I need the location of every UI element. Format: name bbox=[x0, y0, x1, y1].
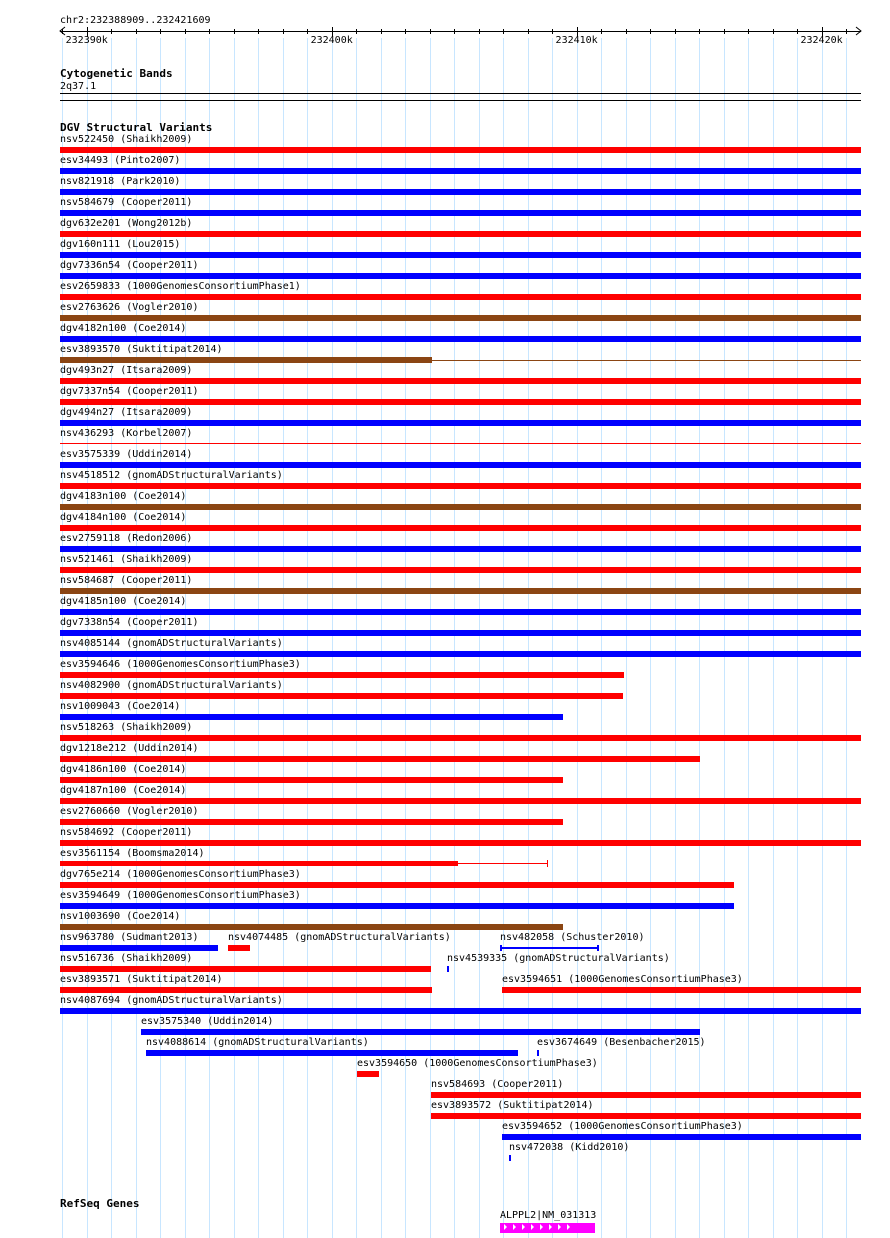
dgv-feature-bar[interactable] bbox=[60, 777, 563, 783]
dgv-feature-bar[interactable] bbox=[502, 987, 861, 993]
dgv-feature-bar[interactable] bbox=[60, 672, 624, 678]
dgv-feature-label[interactable]: dgv7338n54 (Cooper2011) bbox=[60, 617, 199, 628]
dgv-feature-label[interactable]: nsv516736 (Shaikh2009) bbox=[60, 953, 193, 964]
dgv-feature-label[interactable]: esv3594646 (1000GenomesConsortiumPhase3) bbox=[60, 659, 301, 670]
dgv-feature-label[interactable]: nsv1003690 (Coe2014) bbox=[60, 911, 181, 922]
dgv-feature-label[interactable]: esv3575339 (Uddin2014) bbox=[60, 449, 193, 460]
ruler-right-arrow bbox=[856, 27, 861, 35]
dgv-feature-bar[interactable] bbox=[60, 987, 432, 993]
dgv-feature-bar[interactable] bbox=[60, 924, 563, 930]
dgv-feature-bar[interactable] bbox=[60, 252, 861, 258]
dgv-feature-bar[interactable] bbox=[60, 546, 861, 552]
strand-arrow-icon bbox=[567, 1224, 570, 1230]
strand-arrow-icon bbox=[522, 1224, 525, 1230]
dgv-feature-bar[interactable] bbox=[60, 336, 861, 342]
dgv-feature-label[interactable]: esv3594651 (1000GenomesConsortiumPhase3) bbox=[502, 974, 743, 985]
dgv-feature-bar[interactable] bbox=[60, 399, 861, 405]
dgv-feature-bar[interactable] bbox=[60, 189, 861, 195]
dgv-feature-bar[interactable] bbox=[60, 819, 563, 825]
dgv-feature-label[interactable]: nsv584687 (Cooper2011) bbox=[60, 575, 193, 586]
dgv-feature-bar[interactable] bbox=[60, 903, 734, 909]
dgv-feature-bar[interactable] bbox=[228, 945, 250, 951]
dgv-feature-bar[interactable] bbox=[60, 714, 563, 720]
dgv-feature-label[interactable]: nsv963780 (Sudmant2013) bbox=[60, 932, 199, 943]
dgv-feature-label[interactable]: esv3893571 (Suktitipat2014) bbox=[60, 974, 223, 985]
dgv-feature-bar[interactable] bbox=[60, 231, 861, 237]
dgv-feature-tail-cap bbox=[547, 860, 548, 867]
dgv-feature-bar[interactable] bbox=[60, 882, 734, 888]
track-separator bbox=[60, 100, 861, 101]
dgv-feature-label[interactable]: nsv472038 (Kidd2010) bbox=[509, 1142, 630, 1153]
dgv-feature-bar[interactable] bbox=[431, 1113, 861, 1119]
refseq-gene-label[interactable]: ALPPL2|NM_031313 bbox=[500, 1210, 597, 1221]
dgv-feature-bar[interactable] bbox=[60, 1008, 861, 1014]
dgv-feature-bar[interactable] bbox=[537, 1050, 539, 1056]
dgv-feature-label[interactable]: dgv4183n100 (Coe2014) bbox=[60, 491, 187, 502]
dgv-feature-label[interactable]: nsv584693 (Cooper2011) bbox=[431, 1079, 564, 1090]
dgv-feature-label[interactable]: nsv821918 (Park2010) bbox=[60, 176, 181, 187]
strand-arrow-icon bbox=[540, 1224, 543, 1230]
dgv-feature-bar[interactable] bbox=[60, 567, 861, 573]
refseq-track-title: RefSeq Genes bbox=[60, 1197, 140, 1210]
dgv-feature-label[interactable]: dgv4184n100 (Coe2014) bbox=[60, 512, 187, 523]
dgv-feature-bar[interactable] bbox=[357, 1071, 379, 1077]
dgv-feature-label[interactable]: dgv7336n54 (Cooper2011) bbox=[60, 260, 199, 271]
dgv-feature-label[interactable]: nsv436293 (Korbel2007) bbox=[60, 428, 193, 439]
ruler bbox=[0, 25, 890, 47]
dgv-feature-bar[interactable] bbox=[146, 1050, 518, 1056]
dgv-feature-bar[interactable] bbox=[431, 1092, 861, 1098]
ruler-tick-label: 232390k bbox=[65, 35, 108, 46]
dgv-feature-label[interactable]: dgv493n27 (Itsara2009) bbox=[60, 365, 193, 376]
dgv-feature-label[interactable]: esv3893572 (Suktitipat2014) bbox=[431, 1100, 594, 1111]
dgv-feature-bar[interactable] bbox=[60, 630, 861, 636]
dgv-feature-label[interactable]: nsv4518512 (gnomADStructuralVariants) bbox=[60, 470, 283, 481]
ruler-tick-label: 232420k bbox=[800, 35, 843, 46]
dgv-feature-label[interactable]: nsv4082900 (gnomADStructuralVariants) bbox=[60, 680, 283, 691]
dgv-feature-label[interactable]: nsv4074485 (gnomADStructuralVariants) bbox=[228, 932, 451, 943]
dgv-track-title: DGV Structural Variants bbox=[60, 121, 213, 134]
dgv-feature-label[interactable]: esv3594649 (1000GenomesConsortiumPhase3) bbox=[60, 890, 301, 901]
dgv-feature-bar[interactable] bbox=[60, 420, 861, 426]
dgv-feature-bar[interactable] bbox=[60, 504, 861, 510]
dgv-feature-bar[interactable] bbox=[60, 651, 861, 657]
dgv-feature-bar[interactable] bbox=[509, 1155, 511, 1161]
dgv-feature-label[interactable]: esv3674649 (Besenbacher2015) bbox=[537, 1037, 706, 1048]
dgv-feature-bar[interactable] bbox=[60, 294, 861, 300]
dgv-feature-bar[interactable] bbox=[60, 588, 861, 594]
dgv-feature-bar[interactable] bbox=[60, 756, 700, 762]
dgv-feature-label[interactable]: esv3594652 (1000GenomesConsortiumPhase3) bbox=[502, 1121, 743, 1132]
ruler-tick-label: 232410k bbox=[555, 35, 598, 46]
region-label: chr2:232388909..232421609 bbox=[60, 15, 211, 26]
dgv-feature-label[interactable]: nsv4539335 (gnomADStructuralVariants) bbox=[447, 953, 670, 964]
dgv-feature-bar[interactable] bbox=[60, 693, 623, 699]
dgv-feature-bar[interactable] bbox=[60, 798, 861, 804]
strand-arrow-icon bbox=[504, 1224, 507, 1230]
refseq-gene-model[interactable] bbox=[500, 1223, 595, 1233]
dgv-feature-bar[interactable] bbox=[60, 483, 861, 489]
dgv-feature-label[interactable]: esv34493 (Pinto2007) bbox=[60, 155, 181, 166]
dgv-feature-bar[interactable] bbox=[502, 1134, 861, 1140]
dgv-feature-label[interactable]: dgv160n111 (Lou2015) bbox=[60, 239, 181, 250]
dgv-feature-bar[interactable] bbox=[447, 966, 449, 972]
dgv-feature-label[interactable]: dgv494n27 (Itsara2009) bbox=[60, 407, 193, 418]
dgv-feature-label[interactable]: dgv4187n100 (Coe2014) bbox=[60, 785, 187, 796]
dgv-feature-label[interactable]: dgv4182n100 (Coe2014) bbox=[60, 323, 187, 334]
dgv-feature-bar[interactable] bbox=[60, 966, 431, 972]
dgv-feature-label[interactable]: nsv482058 (Schuster2010) bbox=[500, 932, 645, 943]
dgv-feature-bar[interactable] bbox=[60, 210, 861, 216]
cytoband-bar[interactable] bbox=[60, 93, 861, 94]
dgv-feature-label[interactable]: nsv4088614 (gnomADStructuralVariants) bbox=[146, 1037, 369, 1048]
dgv-feature-bar[interactable] bbox=[60, 861, 458, 866]
dgv-feature-label[interactable]: esv2760660 (Vogler2010) bbox=[60, 806, 199, 817]
ruler-tick-label: 232400k bbox=[310, 35, 353, 46]
dgv-feature-bar[interactable] bbox=[60, 378, 861, 384]
dgv-feature-label[interactable]: dgv632e201 (Wong2012b) bbox=[60, 218, 193, 229]
dgv-feature-bar[interactable] bbox=[60, 462, 861, 468]
dgv-feature-label[interactable]: dgv1218e212 (Uddin2014) bbox=[60, 743, 199, 754]
dgv-feature-bar[interactable] bbox=[60, 168, 861, 174]
dgv-feature-label[interactable]: esv3575340 (Uddin2014) bbox=[141, 1016, 274, 1027]
dgv-feature-label[interactable]: dgv4185n100 (Coe2014) bbox=[60, 596, 187, 607]
dgv-feature-label[interactable]: esv2659833 (1000GenomesConsortiumPhase1) bbox=[60, 281, 301, 292]
dgv-feature-label[interactable]: nsv1009043 (Coe2014) bbox=[60, 701, 181, 712]
dgv-feature-label[interactable]: esv3594650 (1000GenomesConsortiumPhase3) bbox=[357, 1058, 598, 1069]
strand-arrow-icon bbox=[549, 1224, 552, 1230]
strand-arrow-icon bbox=[513, 1224, 516, 1230]
dgv-feature-bar[interactable] bbox=[60, 735, 861, 741]
dgv-feature-tail bbox=[432, 360, 861, 361]
dgv-feature-label[interactable]: esv3893570 (Suktitipat2014) bbox=[60, 344, 223, 355]
strand-arrow-icon bbox=[558, 1224, 561, 1230]
dgv-feature-bar[interactable] bbox=[60, 315, 861, 321]
dgv-feature-bar[interactable] bbox=[141, 1029, 700, 1035]
dgv-feature-bar[interactable] bbox=[500, 945, 599, 951]
cytoband-label[interactable]: 2q37.1 bbox=[60, 81, 97, 92]
cytoband-track-title: Cytogenetic Bands bbox=[60, 67, 173, 80]
dgv-feature-label[interactable]: nsv518263 (Shaikh2009) bbox=[60, 722, 193, 733]
dgv-feature-label[interactable]: nsv522450 (Shaikh2009) bbox=[60, 134, 193, 145]
dgv-feature-label[interactable]: nsv584679 (Cooper2011) bbox=[60, 197, 193, 208]
dgv-feature-label[interactable]: esv3561154 (Boomsma2014) bbox=[60, 848, 205, 859]
dgv-feature-bar[interactable] bbox=[60, 945, 218, 951]
dgv-feature-label[interactable]: nsv4087694 (gnomADStructuralVariants) bbox=[60, 995, 283, 1006]
dgv-feature-label[interactable]: dgv4186n100 (Coe2014) bbox=[60, 764, 187, 775]
dgv-feature-bar[interactable] bbox=[60, 525, 861, 531]
dgv-feature-label[interactable]: dgv7337n54 (Cooper2011) bbox=[60, 386, 199, 397]
dgv-feature-label[interactable]: esv2759118 (Redon2006) bbox=[60, 533, 193, 544]
bracket-line bbox=[502, 947, 597, 949]
dgv-feature-label[interactable]: nsv4085144 (gnomADStructuralVariants) bbox=[60, 638, 283, 649]
dgv-feature-bar[interactable] bbox=[60, 443, 861, 444]
dgv-feature-label[interactable]: nsv521461 (Shaikh2009) bbox=[60, 554, 193, 565]
dgv-feature-bar[interactable] bbox=[60, 609, 861, 615]
dgv-feature-bar[interactable] bbox=[60, 357, 432, 363]
dgv-feature-bar[interactable] bbox=[60, 840, 861, 846]
dgv-feature-label[interactable]: esv2763626 (Vogler2010) bbox=[60, 302, 199, 313]
dgv-feature-tail bbox=[458, 863, 548, 864]
dgv-feature-label[interactable]: dgv765e214 (1000GenomesConsortiumPhase3) bbox=[60, 869, 301, 880]
dgv-feature-bar[interactable] bbox=[60, 273, 861, 279]
dgv-feature-label[interactable]: nsv584692 (Cooper2011) bbox=[60, 827, 193, 838]
dgv-feature-bar[interactable] bbox=[60, 147, 861, 153]
strand-arrow-icon bbox=[531, 1224, 534, 1230]
